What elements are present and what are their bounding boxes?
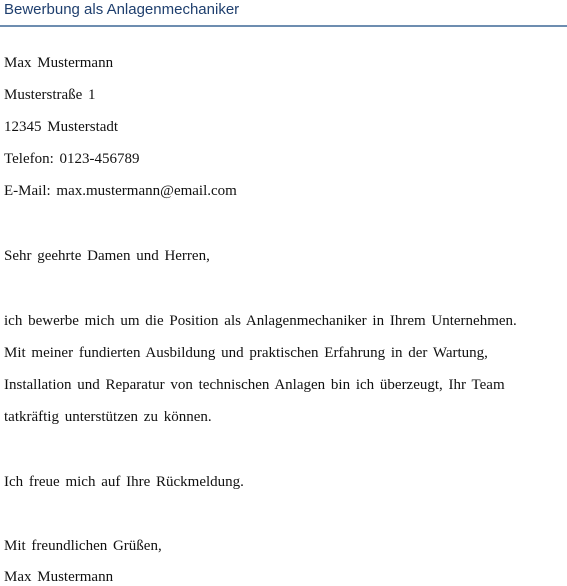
sender-city: 12345 Musterstadt	[4, 119, 119, 135]
document-title: Bewerbung als Anlagenmechaniker	[4, 1, 240, 18]
body-line: Installation und Reparatur von technischen Anlagen bin ich überzeugt, Ihr Team	[4, 377, 505, 393]
salutation: Sehr geehrte Damen und Herren,	[4, 248, 210, 264]
body-line: Mit meiner fundierten Ausbildung und praktischen Erfahrung in der Wartung,	[4, 345, 488, 361]
closing-sentence: Ich freue mich auf Ihre Rückmeldung.	[4, 474, 244, 490]
sender-street: Musterstraße 1	[4, 87, 96, 103]
body-line: ich bewerbe mich um die Position als Anlagenmechaniker in Ihrem Unternehmen.	[4, 313, 517, 329]
body-line: tatkräftig unterstützen zu können.	[4, 409, 212, 425]
closing: Mit freundlichen Grüßen,	[4, 538, 162, 554]
sender-email: E-Mail: max.mustermann@email.com	[4, 183, 237, 199]
sender-name: Max Mustermann	[4, 55, 114, 71]
signature: Max Mustermann	[4, 569, 114, 585]
sender-phone: Telefon: 0123-456789	[4, 151, 140, 167]
title-divider	[0, 25, 567, 27]
